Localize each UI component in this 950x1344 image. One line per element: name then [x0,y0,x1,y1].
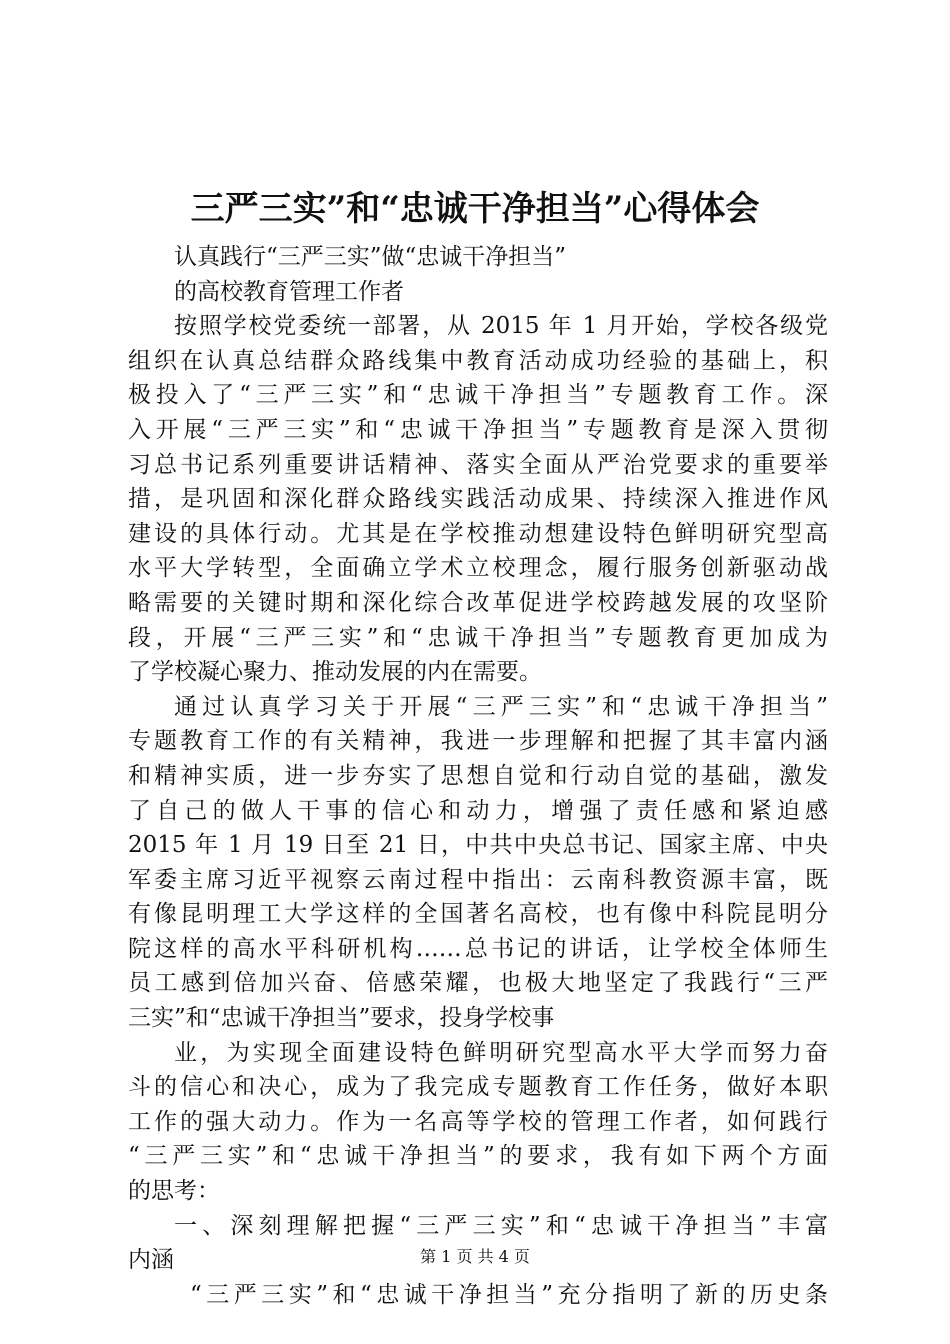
paragraph-line: 通过认真学习关于开展“三严三实”和“忠诚干净担当” [174,693,828,720]
paragraph-line: 建设的具体行动。尤其是在学校推动想建设特色鲜明研究型高 [128,520,828,547]
paragraph-line: 斗的信心和决心，成为了我完成专题教育工作任务，做好本职 [128,1074,828,1101]
paragraph-line: 习总书记系列重要讲话精神、落实全面从严治党要求的重要举 [128,451,828,478]
section-heading-line: 一、深刻理解把握“三严三实”和“忠诚干净担当”丰富 [174,1212,828,1239]
paragraph-line: 入开展“三严三实”和“忠诚干净担当”专题教育是深入贯彻 [128,416,828,443]
document-body [128,240,828,1312]
subtitle-line-1: 认真践行“三严三实”做“忠诚干净担当” [174,244,567,270]
paragraph-line: 业，为实现全面建设特色鲜明研究型高水平大学而努力奋 [174,1039,828,1066]
paragraph-line: 按照学校党委统一部署，从 2015 年 1 月开始，学校各级党 [174,313,828,340]
paragraph-line: 和精神实质，进一步夯实了思想自觉和行动自觉的基础，激发 [128,762,828,789]
paragraph-line: 水平大学转型，全面确立学术立校理念，履行服务创新驱动战 [128,555,828,582]
paragraph-line: 段，开展“三严三实”和“忠诚干净担当”专题教育更加成为 [128,624,828,651]
section-heading-line: 内涵 [128,1247,174,1274]
paragraph-line: 了学校凝心聚力、推动发展的内在需要。 [128,659,542,686]
paragraph-line: 措，是巩固和深化群众路线实践活动成果、持续深入推进作风 [128,486,828,513]
paragraph-line: 工作的强大动力。作为一名高等学校的管理工作者，如何践行 [128,1108,828,1135]
paragraph-line: “三严三实”和“忠诚干净担当”充分指明了新的历史条 [190,1281,828,1308]
paragraph-line: 有像昆明理工大学这样的全国著名高校，也有像中科院昆明分 [128,901,828,928]
paragraph-line: 员工感到倍加兴奋、倍感荣耀，也极大地坚定了我践行“三严 [128,970,828,997]
paragraph-line: 极投入了“三严三实”和“忠诚干净担当”专题教育工作。深 [128,382,828,409]
page-title: 三严三实”和“忠诚干净担当”心得体会 [190,189,760,229]
paragraph-line: 军委主席习近平视察云南过程中指出：云南科教资源丰富，既 [128,866,828,893]
page-footer: 第 1 页 共 4 页 [420,1247,530,1266]
paragraph-line: “三严三实”和“忠诚干净担当”的要求，我有如下两个方面 [128,1143,828,1170]
paragraph-line: 专题教育工作的有关精神，我进一步理解和把握了其丰富内涵 [128,728,828,755]
paragraph-line: 三实”和“忠诚干净担当”要求，投身学校事 [128,1005,555,1032]
paragraph-line: 的思考： [128,1178,220,1205]
paragraph-line: 略需要的关键时期和深化综合改革促进学校跨越发展的攻坚阶 [128,589,828,616]
subtitle-line-2: 的高校教育管理工作者 [174,278,404,305]
paragraph-line: 院这样的高水平科研机构……总书记的讲话，让学校全体师生 [128,935,828,962]
paragraph-line: 2015 年 1 月 19 日至 21 日，中共中央总书记、国家主席、中央 [128,832,828,859]
paragraph-line: 了自己的做人干事的信心和动力，增强了责任感和紧迫感 [128,797,828,824]
paragraph-line: 组织在认真总结群众路线集中教育活动成功经验的基础上，积 [128,347,828,374]
